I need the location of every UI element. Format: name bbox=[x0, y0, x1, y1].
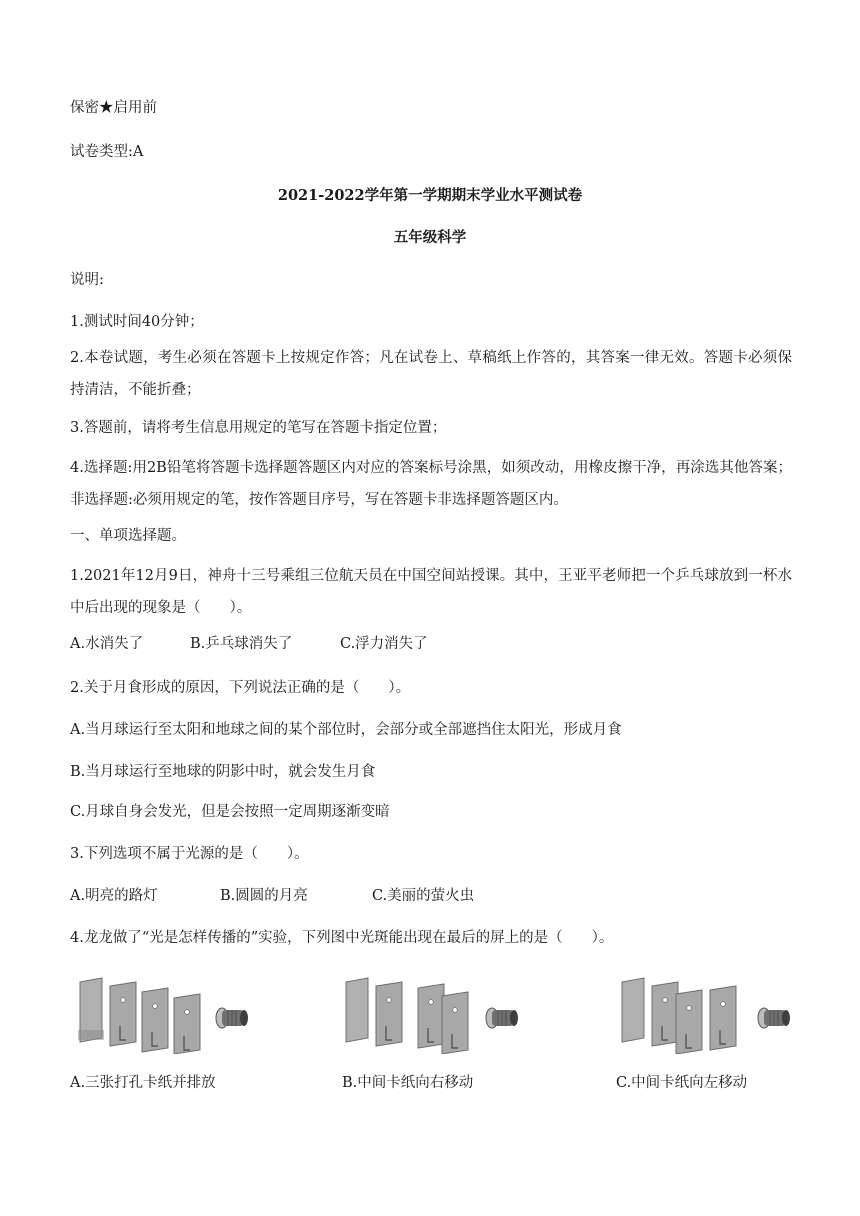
flashlight-icon bbox=[216, 1008, 248, 1028]
figure-caption: C.中间卡纸向左移动 bbox=[616, 1075, 748, 1091]
card-icon bbox=[142, 988, 168, 1052]
paper-type-label: 试卷类型:A bbox=[70, 144, 144, 160]
question-option: B.当月球运行至地球的阴影中时，就会发生月食 bbox=[70, 764, 376, 780]
question-stem: 4.龙龙做了“光是怎样传播的”实验，下列图中光斑能出现在最后的屏上的是（ ）。 bbox=[70, 930, 614, 946]
exam-title: 2021-2022学年第一学期期末学业水平测试卷 bbox=[277, 187, 583, 204]
card-icon bbox=[676, 990, 702, 1054]
card-icon bbox=[78, 978, 104, 1042]
card-icon bbox=[110, 982, 136, 1046]
card-icon bbox=[376, 982, 402, 1046]
card-icon bbox=[418, 984, 444, 1048]
instruction-item: 2.本卷试题，考生必须在答题卡上按规定作答；凡在试卷上、草稿纸上作答的，其答案一律无效。答题卡必须保持清洁，不能折叠； bbox=[70, 350, 792, 398]
exam-subtitle: 五年级科学 bbox=[393, 229, 467, 246]
instructions-heading: 说明: bbox=[70, 272, 104, 288]
question-option: C.浮力消失了 bbox=[340, 636, 428, 652]
question-stem: 3.下列选项不属于光源的是（ ）。 bbox=[70, 846, 309, 862]
question-option: C.月球自身会发光，但是会按照一定周期逐渐变暗 bbox=[70, 804, 390, 820]
instruction-item: 4.选择题:用2B铅笔将答题卡选择题答题区内对应的答案标号涂黑，如须改动，用橡皮擦干净，再涂选其他答案；非选择题:必须用规定的笔，按作答题目序号，写在答题卡非选择题答题区内。 bbox=[70, 460, 792, 508]
question-stem: 2.关于月食形成的原因，下列说法正确的是（ ）。 bbox=[70, 680, 411, 696]
card-icon bbox=[652, 982, 678, 1046]
flashlight-icon bbox=[486, 1008, 518, 1028]
instruction-item: 1.测试时间40分钟； bbox=[70, 314, 204, 330]
question-option: C.美丽的萤火虫 bbox=[372, 888, 475, 904]
cards-flashlight-c-figure bbox=[618, 970, 808, 1054]
section-heading: 一、单项选择题。 bbox=[70, 528, 186, 544]
card-icon bbox=[346, 978, 368, 1042]
question-option: B.圆圆的月亮 bbox=[220, 888, 308, 904]
question-option: B.乒乓球消失了 bbox=[190, 636, 293, 652]
card-icon bbox=[174, 994, 200, 1054]
card-icon bbox=[622, 978, 644, 1042]
figure-caption: A.三张打孔卡纸并排放 bbox=[70, 1075, 216, 1091]
cards-flashlight-a-figure bbox=[70, 970, 260, 1054]
cards-flashlight-b-figure bbox=[342, 970, 532, 1054]
confidential-label: 保密★启用前 bbox=[70, 100, 157, 116]
question-option: A.当月球运行至太阳和地球之间的某个部位时，会部分或全部遮挡住太阳光，形成月食 bbox=[70, 722, 622, 738]
question-option: A.明亮的路灯 bbox=[70, 888, 158, 904]
instruction-item: 3.答题前，请将考生信息用规定的笔写在答题卡指定位置； bbox=[70, 420, 447, 436]
figure-caption: B.中间卡纸向右移动 bbox=[342, 1075, 474, 1091]
question-option: A.水消失了 bbox=[70, 636, 144, 652]
card-icon bbox=[710, 986, 736, 1050]
question-stem: 1.2021年12月9日，神舟十三号乘组三位航天员在中国空间站授课。其中，王亚平老师把一个乒乓球放到一杯水中后出现的现象是（ ）。 bbox=[70, 568, 792, 616]
card-icon bbox=[442, 992, 468, 1054]
flashlight-icon bbox=[758, 1008, 790, 1028]
